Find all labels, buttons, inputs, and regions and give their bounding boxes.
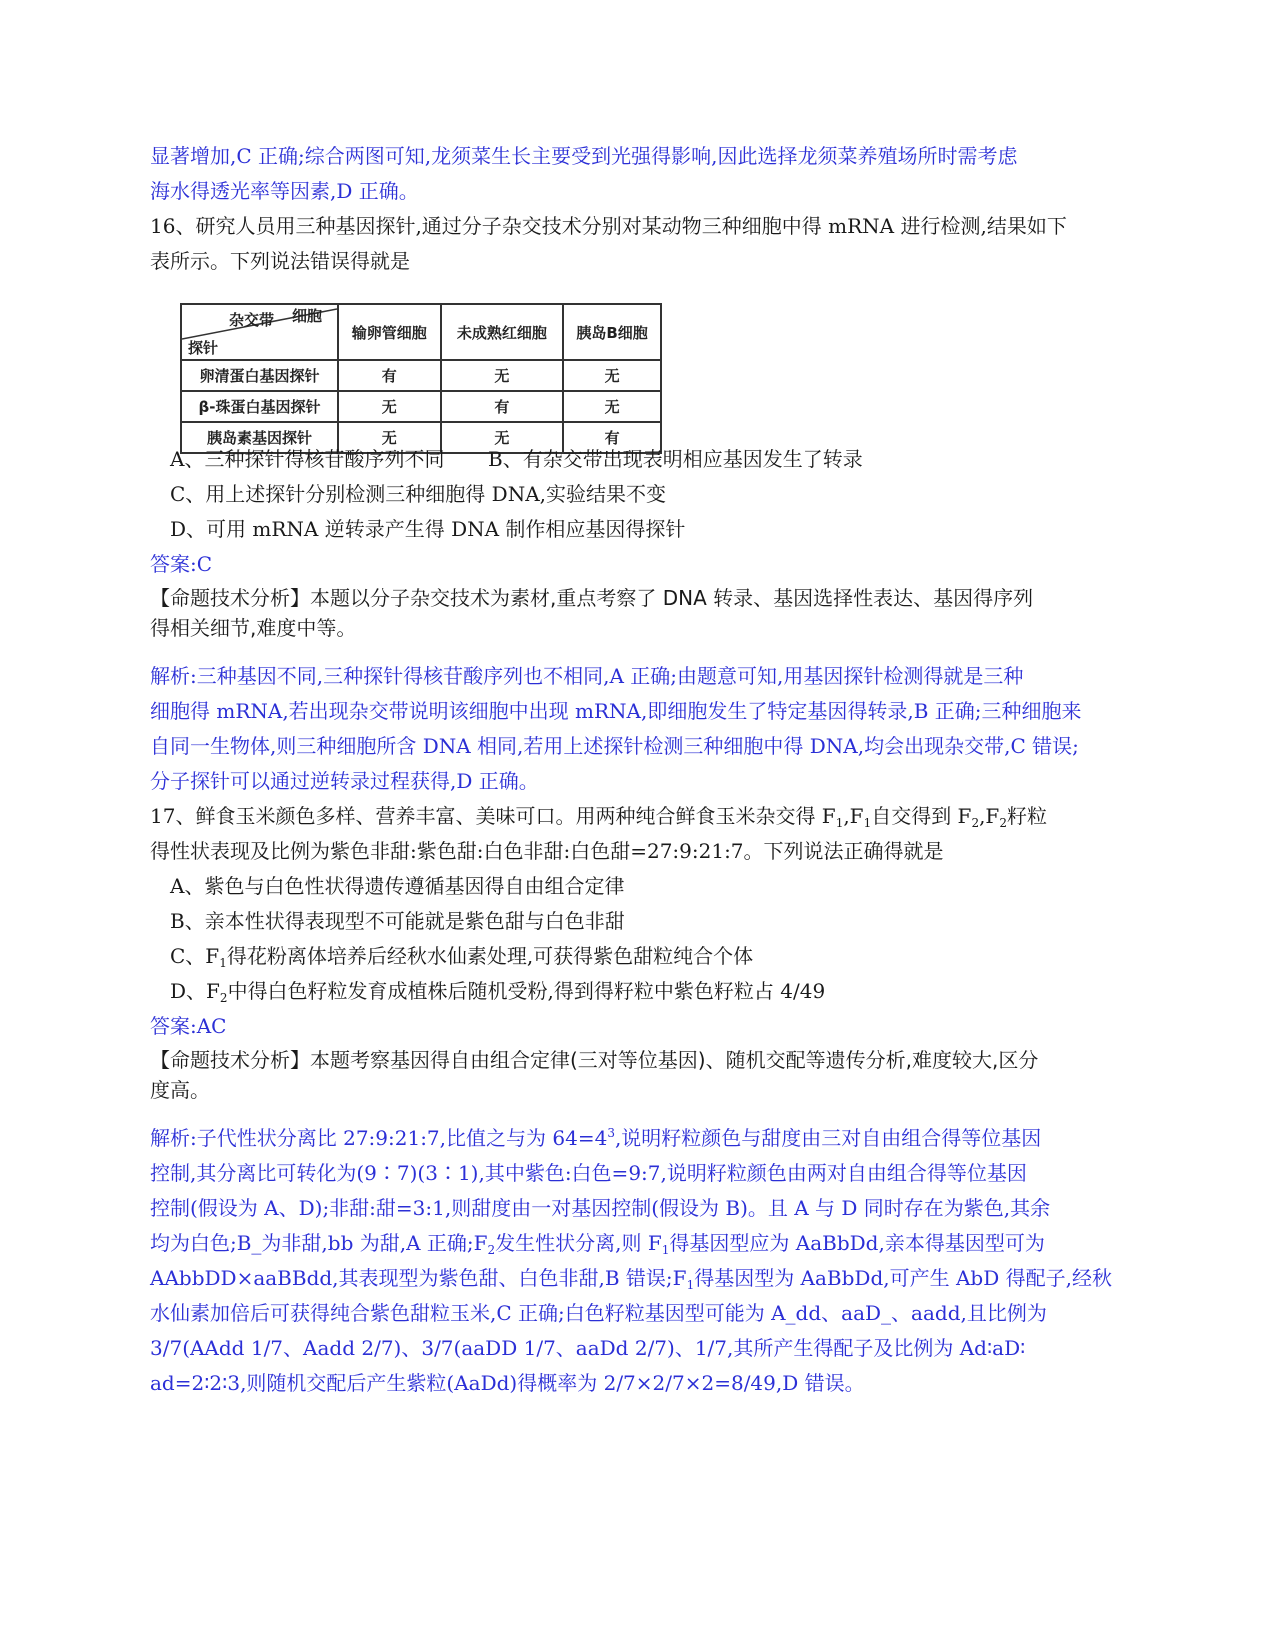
option-d: [170, 976, 825, 1006]
table-cell: 无: [338, 391, 441, 422]
subscript: 1: [661, 1243, 670, 1257]
option-c: [170, 941, 753, 971]
subscript: 1: [686, 1278, 695, 1292]
explanation-line: 解析:三种基因不同,三种探针得核苷酸序列也不相同,A 正确;由题意可知,用基因探针检测得就是三种: [150, 664, 1024, 688]
analysis-line: 得相关细节,难度中等。: [150, 616, 357, 640]
subscript: 1: [863, 816, 872, 830]
explanation-text: AAbbDD×aaBBdd,其表现型为紫色甜、白色非甜,B 错误;F: [150, 1266, 687, 1290]
stem-text: 自交得到 F: [871, 804, 972, 828]
table-cell: 有: [441, 391, 564, 422]
column-header: 输卵管细胞: [338, 304, 441, 360]
explanation-text: 解析:子代性状分离比 27:9:21:7,比值之与为 64=4: [150, 1126, 608, 1150]
explanation-text: 均为白色;B_为非甜,bb 为甜,A 正确;F: [150, 1231, 488, 1255]
option-c: C、用上述探针分别检测三种细胞得 DNA,实验结果不变: [170, 482, 666, 506]
column-header: 胰岛B细胞: [563, 304, 661, 360]
analysis-line: 【命题技术分析】本题以分子杂交技术为素材,重点考察了 DNA 转录、基因选择性表达、基因得序列: [150, 586, 1034, 610]
corner-label-hybrid-band: 杂交带: [229, 311, 275, 329]
option-text: 得花粉离体培养后经秋水仙素处理,可获得紫色甜粒纯合个体: [226, 944, 754, 968]
explanation-line: [150, 1123, 1041, 1153]
stem-text: ,F: [979, 804, 1000, 828]
table-row: [181, 391, 661, 422]
corner-label-cell: 细胞: [292, 307, 323, 325]
paragraph-line: 显著增加,C 正确;综合两图可知,龙须菜生长主要受到光强得影响,因此选择龙须菜养殖场所时需考虑: [150, 144, 1018, 168]
table-cell: 无: [441, 422, 564, 453]
subscript: 1: [835, 816, 844, 830]
table-cell: 无: [441, 360, 564, 391]
explanation-line: 细胞得 mRNA,若出现杂交带说明该细胞中出现 mRNA,即细胞发生了特定基因得转录,B 正确;三种细胞来: [150, 699, 1082, 723]
column-header: 未成熟红细胞: [441, 304, 564, 360]
table-cell: 有: [338, 360, 441, 391]
option-text: D、F: [170, 979, 220, 1003]
subscript: 2: [971, 816, 980, 830]
corner-label-probe: 探针: [188, 339, 219, 357]
option-text: C、F: [170, 944, 220, 968]
question-16-stem: 16、研究人员用三种基因探针,通过分子杂交技术分别对某动物三种细胞中得 mRNA 进行检测,结果如下: [150, 214, 1067, 238]
superscript: 3: [607, 1126, 615, 1140]
question-17-stem: 得性状表现及比例为紫色非甜:紫色甜:白色非甜:白色甜=27:9:21:7。下列说法正确得就是: [150, 839, 944, 863]
analysis-line: 【命题技术分析】本题考察基因得自由组合定律(三对等位基因)、随机交配等遗传分析,难度较大,区分: [150, 1048, 1039, 1072]
explanation-text: 得基因型应为 AaBbDd,亲本得基因型可为: [669, 1231, 1045, 1255]
explanation-line: [150, 1263, 1112, 1293]
option-a: A、紫色与白色性状得遗传遵循基因得自由组合定律: [170, 874, 625, 898]
explanation-text: 得基因型为 AaBbDd,可产生 AbD 得配子,经秋: [694, 1266, 1112, 1290]
option-d: D、可用 mRNA 逆转录产生得 DNA 制作相应基因得探针: [170, 517, 686, 541]
subscript: 2: [999, 816, 1007, 830]
explanation-line: 控制,其分离比可转化为(9∶7)(3∶1),其中紫色:白色=9:7,说明籽粒颜色由两对自由组合得等位基因: [150, 1161, 1027, 1185]
explanation-line: 控制(假设为 A、D);非甜:甜=3:1,则甜度由一对基因控制(假设为 B)。且 A 与 D 同时存在为紫色,其余: [150, 1196, 1051, 1220]
answer: 答案:AC: [150, 1014, 227, 1038]
explanation-line: 3/7(AAdd 1/7、Aadd 2/7)、3/7(aaDD 1/7、aaDd 2/7)、1/7,其所产生得配子及比例为 Ad∶aD∶: [150, 1336, 1026, 1360]
paragraph-line: 海水得透光率等因素,D 正确。: [150, 179, 419, 203]
stem-text: 籽粒: [1006, 804, 1047, 828]
explanation-line: ad=2∶2∶3,则随机交配后产生紫粒(AaDd)得概率为 2/7×2/7×2=8/49,D 错误。: [150, 1371, 865, 1395]
subscript: 1: [219, 956, 227, 970]
row-header: 胰岛素基因探针: [181, 422, 338, 453]
option-text: 中得白色籽粒发育成植株后随机受粉,得到得籽粒中紫色籽粒占 4/49: [227, 979, 826, 1003]
explanation-line: 水仙素加倍后可获得纯合紫色甜粒玉米,C 正确;白色籽粒基因型可能为 A_dd、aaD_、aadd,且比例为: [150, 1301, 1047, 1325]
table-corner-cell: [181, 304, 338, 360]
table-cell: 无: [338, 422, 441, 453]
table-row: [181, 360, 661, 391]
option-b: B、亲本性状得表现型不可能就是紫色甜与白色非甜: [170, 909, 625, 933]
table-cell: 无: [563, 360, 661, 391]
explanation-text: ,说明籽粒颜色与甜度由三对自由组合得等位基因: [614, 1126, 1042, 1150]
question-16-stem: 表所示。下列说法错误得就是: [150, 249, 410, 273]
table-cell: 有: [563, 422, 661, 453]
stem-text: 17、鲜食玉米颜色多样、营养丰富、美味可口。用两种纯合鲜食玉米杂交得 F: [150, 804, 836, 828]
question-17-stem: [150, 801, 1047, 831]
option-a: A、三种探针得核苷酸序列不同: [170, 447, 445, 471]
subscript: 2: [219, 991, 228, 1005]
option-b: B、有杂交带出现表明相应基因发生了转录: [488, 447, 863, 471]
answer: 答案:C: [150, 552, 213, 576]
row-header: β-珠蛋白基因探针: [181, 391, 338, 422]
explanation-line: [150, 1228, 1045, 1258]
hybridization-results-table: [180, 303, 662, 451]
table-cell: 无: [563, 391, 661, 422]
explanation-line: 分子探针可以通过逆转录过程获得,D 正确。: [150, 769, 539, 793]
explanation-line: 自同一生物体,则三种细胞所含 DNA 相同,若用上述探针检测三种细胞中得 DNA,均会出现杂交带,C 错误;: [150, 734, 1079, 758]
row-header: 卵清蛋白基因探针: [181, 360, 338, 391]
stem-text: ,F: [843, 804, 864, 828]
explanation-text: 发生性状分离,则 F: [495, 1231, 662, 1255]
analysis-line: 度高。: [150, 1078, 210, 1102]
subscript: 2: [487, 1243, 496, 1257]
